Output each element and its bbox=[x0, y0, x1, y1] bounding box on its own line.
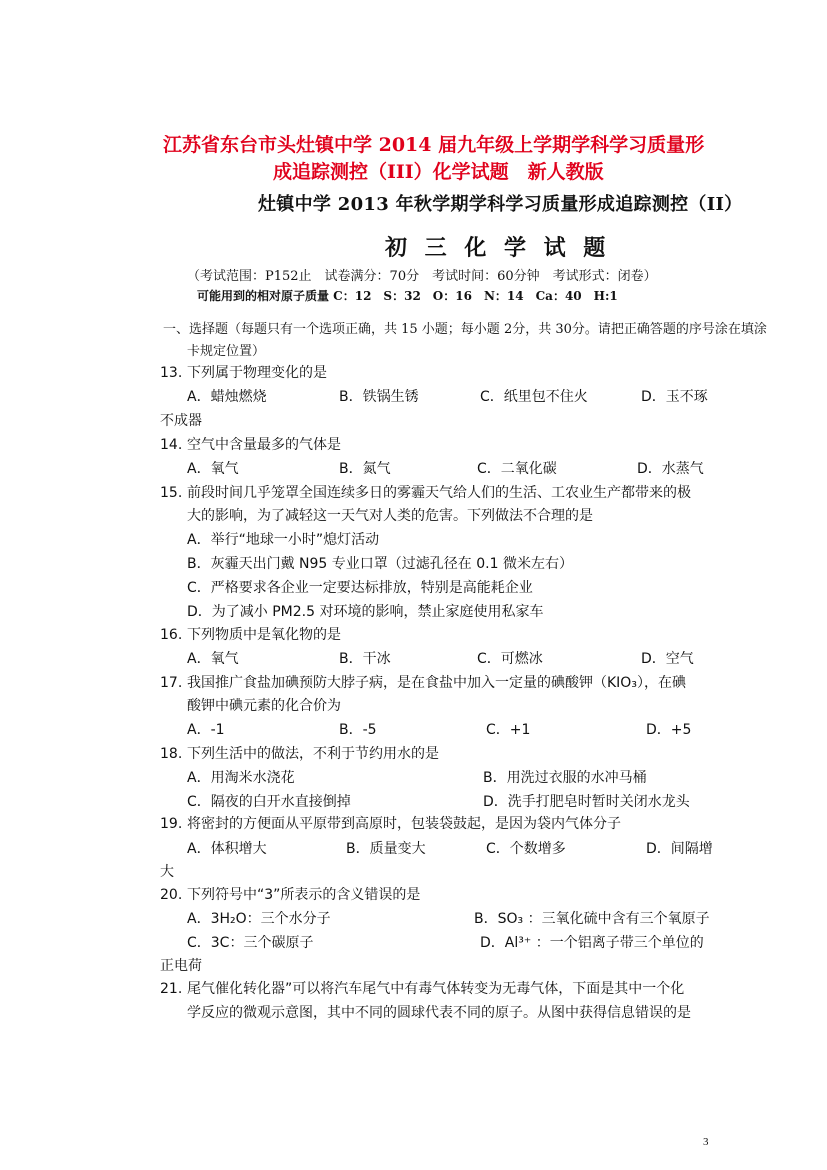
option-d: D．+5 bbox=[646, 722, 692, 738]
option-a: A．3H₂O：三个水分子 bbox=[187, 911, 331, 927]
option-a: A．体积增大 bbox=[187, 841, 267, 857]
option-d: D．玉不琢 bbox=[641, 389, 708, 405]
option-wrap: 正电荷 bbox=[160, 958, 202, 974]
question-16 bbox=[160, 624, 341, 644]
option-a: A．举行“地球一小时”熄灯活动 bbox=[187, 532, 380, 548]
question-stem: 我国推广食盐加碘预防大脖子病，是在食盐中加入一定量的碘酸钾（KIO₃），在碘 bbox=[187, 675, 686, 691]
option-wrap: 大 bbox=[160, 864, 174, 880]
option-a: A．-1 bbox=[187, 722, 225, 738]
atomic-masses: 可能用到的相对原子质量 C：12 S：32 O：16 N：14 Ca：40 H:1 bbox=[197, 289, 618, 303]
option-d: D．Al³⁺ ：一个铝离子带三个单位的 bbox=[480, 935, 704, 951]
question-18 bbox=[160, 743, 439, 763]
question-13 bbox=[160, 362, 327, 382]
option-d: D．间隔增 bbox=[646, 841, 713, 857]
option-c: C．纸里包不住火 bbox=[480, 389, 588, 405]
question-number: 17. bbox=[160, 675, 183, 691]
exam-info: （考试范围：P152止 试卷满分：70分 考试时间：60分钟 考试形式：闭卷） bbox=[187, 269, 657, 284]
question-number: 16. bbox=[160, 627, 183, 643]
option-a: A．蜡烛燃烧 bbox=[187, 389, 267, 405]
option-a: A．用淘米水浇花 bbox=[187, 770, 295, 786]
option-d: D．水蒸气 bbox=[637, 461, 704, 477]
question-21 bbox=[160, 978, 684, 998]
document-title-line-2: 成追踪测控（III）化学试题 新人教版 bbox=[273, 161, 604, 183]
option-a: A．氧气 bbox=[187, 461, 239, 477]
question-stem-cont: 学反应的微观示意图，其中不同的圆球代表不同的原子。从图中获得信息错误的是 bbox=[187, 1005, 691, 1021]
question-number: 19. bbox=[160, 816, 183, 832]
question-number: 18. bbox=[160, 746, 183, 762]
question-stem: 下列生活中的做法，不利于节约用水的是 bbox=[187, 746, 439, 762]
section-instructions: 一、选择题（每题只有一个选项正确，共 15 小题；每小题 2分，共 30分。请把正确答题的序号涂在填涂 bbox=[163, 322, 767, 337]
option-b: B．灰霾天出门戴 N95 专业口罩（过滤孔径在 0.1 微米左右） bbox=[187, 556, 573, 572]
option-c: C．个数增多 bbox=[486, 841, 566, 857]
page-number: 3 bbox=[703, 1136, 709, 1148]
question-stem: 前段时间几乎笼罩全国连续多日的雾霾天气给人们的生活、工农业生产都带来的极 bbox=[187, 485, 691, 501]
option-c: C．+1 bbox=[486, 722, 531, 738]
question-number: 13. bbox=[160, 365, 183, 381]
question-stem-cont: 酸钾中碘元素的化合价为 bbox=[187, 698, 341, 714]
option-wrap: 不成器 bbox=[160, 413, 202, 429]
question-stem: 将密封的方便面从平原带到高原时，包装袋鼓起，是因为袋内气体分子 bbox=[187, 816, 621, 832]
exam-subject-title: 初 三 化 学 试 题 bbox=[385, 235, 611, 261]
question-stem: 尾气催化转化器”可以将汽车尾气中有毒气体转变为无毒气体，下面是其中一个化 bbox=[187, 981, 685, 997]
option-b: B．用洗过衣服的水冲马桶 bbox=[483, 770, 647, 786]
option-b: B．-5 bbox=[339, 722, 377, 738]
question-stem: 下列符号中“3”所表示的含义错误的是 bbox=[187, 887, 421, 903]
option-b: B．质量变大 bbox=[346, 841, 426, 857]
option-c: C．3C：三个碳原子 bbox=[187, 935, 314, 951]
option-c: C．二氧化碳 bbox=[477, 461, 557, 477]
option-b: B．干冰 bbox=[339, 651, 391, 667]
option-c: C．严格要求各企业一定要达标排放，特别是高能耗企业 bbox=[187, 580, 533, 596]
option-d: D．洗手打肥皂时暂时关闭水龙头 bbox=[483, 794, 690, 810]
question-stem: 下列属于物理变化的是 bbox=[187, 365, 327, 381]
option-c: C．可燃冰 bbox=[477, 651, 543, 667]
option-c: C．隔夜的白开水直接倒掉 bbox=[187, 794, 351, 810]
question-17 bbox=[160, 672, 686, 692]
question-number: 21. bbox=[160, 981, 183, 997]
exam-header-title: 灶镇中学 2013 年秋学期学科学习质量形成追踪测控（II） bbox=[258, 194, 743, 215]
option-b: B．铁锅生锈 bbox=[339, 389, 419, 405]
question-15 bbox=[160, 482, 691, 502]
question-19 bbox=[160, 813, 621, 833]
question-stem: 空气中含量最多的气体是 bbox=[187, 437, 341, 453]
question-number: 20. bbox=[160, 887, 183, 903]
section-instructions-cont: 卡规定位置） bbox=[187, 344, 266, 359]
question-14 bbox=[160, 434, 341, 454]
question-stem-cont: 大的影响，为了减轻这一天气对人类的危害。下列做法不合理的是 bbox=[187, 508, 593, 524]
question-number: 14. bbox=[160, 437, 183, 453]
document-title-line-1: 江苏省东台市头灶镇中学 2014 届九年级上学期学科学习质量形 bbox=[163, 134, 705, 156]
option-d: D．空气 bbox=[641, 651, 694, 667]
question-stem: 下列物质中是氧化物的是 bbox=[187, 627, 341, 643]
option-d: D．为了减小 PM2.5 对环境的影响，禁止家庭使用私家车 bbox=[187, 604, 544, 620]
option-b: B．氮气 bbox=[339, 461, 391, 477]
option-a: A．氧气 bbox=[187, 651, 239, 667]
question-number: 15. bbox=[160, 485, 183, 501]
question-20 bbox=[160, 884, 420, 904]
option-b: B．SO₃ ：三氧化硫中含有三个氧原子 bbox=[474, 911, 710, 927]
